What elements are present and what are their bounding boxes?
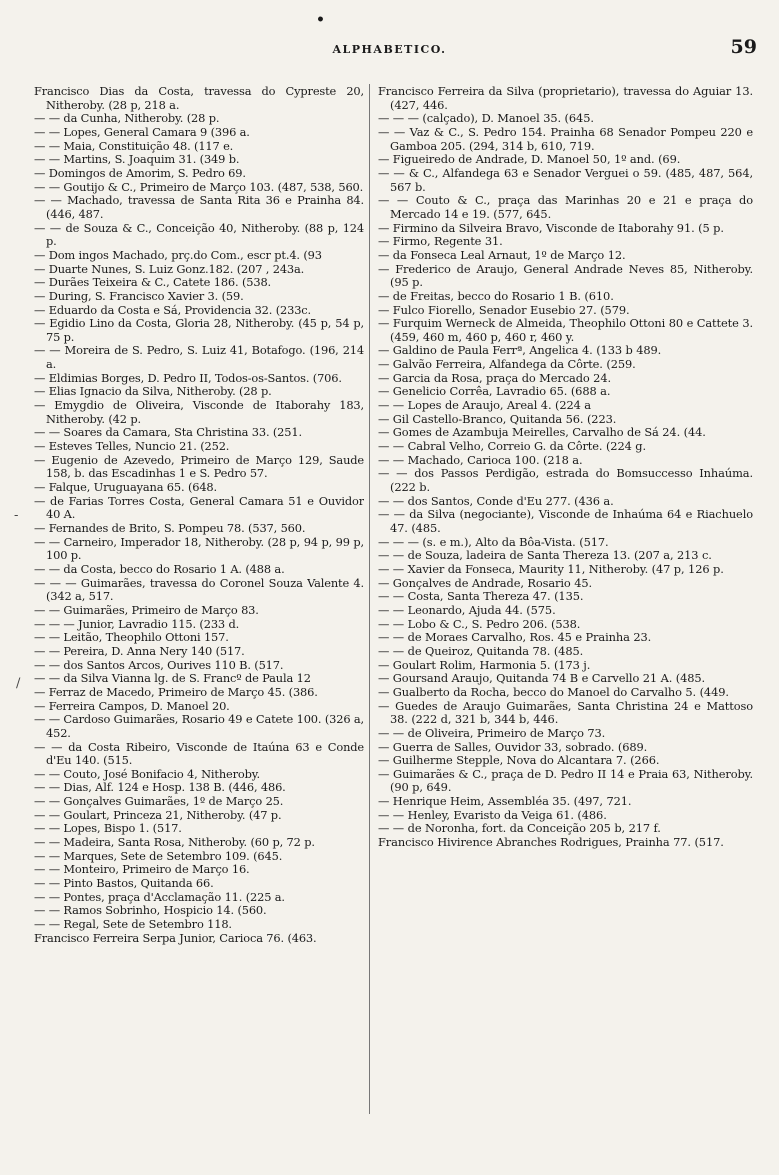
directory-entry: — Firmino da Silveira Bravo, Visconde de Itaborahy 91. (5 p. (378, 220, 724, 235)
directory-entry: — Durães Teixeira & C., Catete 186. (538. (34, 275, 272, 290)
directory-entry: — — da Costa, becco do Rosario 1 A. (488 a. (34, 561, 285, 576)
directory-entry: — — Leonardo, Ajuda 44. (575. (378, 602, 556, 617)
directory-entry: — Emygdio de Oliveira, Visconde de Itaborahy 183, Nitheroby. (42 p. (34, 398, 364, 426)
directory-entry: — — Cardoso Guimarães, Rosario 49 e Catete 100. (326 a, 452. (34, 712, 364, 740)
directory-entry: — Frederico de Araujo, General Andrade Neves 85, Nitheroby. (95 p. (378, 261, 753, 290)
directory-entry: — Esteves Telles, Nuncio 21. (252. (34, 439, 230, 454)
directory-entry: — — Guimarães, Primeiro de Março 83. (34, 602, 259, 617)
directory-entry: — Fulco Fiorello, Senador Eusebio 27. (579. (378, 302, 630, 317)
directory-entry: — — Lopes, General Camara 9 (396 a. (34, 124, 250, 139)
directory-entry: — Gonçalves de Andrade, Rosario 45. (378, 575, 593, 590)
directory-entry: — — — Junior, Lavradio 115. (233 d. (34, 616, 240, 631)
directory-entry: — Domingos de Amorim, S. Pedro 69. (34, 165, 246, 180)
directory-entry: — — Madeira, Santa Rosa, Nitheroby. (60 p, 72 p. (34, 835, 315, 850)
directory-entry: — — de Queiroz, Quitanda 78. (485. (378, 643, 584, 658)
directory-entry: — — Xavier da Fonseca, Maurity 11, Nitheroby. (47 p, 126 p. (378, 561, 724, 576)
directory-entry: — Guerra de Salles, Ouvidor 33, sobrado. (689. (378, 739, 648, 754)
directory-entry: — — — Guimarães, travessa do Coronel Souza Valente 4. (342 a, 517. (34, 575, 364, 604)
directory-entry: — Genelicio Corrêa, Lavradio 65. (688 a. (378, 384, 611, 399)
directory-entry: — — dos Passos Perdigão, estrada do Bomsuccesso Inhaúma. (222 b. (378, 466, 753, 495)
directory-entry: — — Marques, Sete de Setembro 109. (645. (34, 848, 283, 863)
directory-entry: — Gualberto da Rocha, becco do Manoel do Carvalho 5. (449. (378, 684, 729, 699)
directory-entry: Francisco Ferreira Serpa Junior, Carioca 76. (463. (34, 930, 317, 945)
directory-entry: — — Machado, Carioca 100. (218 a. (378, 452, 583, 467)
directory-entry: — — Ramos Sobrinho, Hospicio 14. (560. (34, 903, 267, 918)
directory-entry: — — Carneiro, Imperador 18, Nitheroby. (28 p, 94 p, 99 p, 100 p. (34, 534, 364, 563)
directory-entry: — Guilherme Stepple, Nova do Alcantara 7. (266. (378, 753, 660, 768)
running-header: ALPHABETICO. (332, 43, 447, 56)
directory-entry: — — Pereira, D. Anna Nery 140 (517. (34, 643, 245, 658)
directory-entry: — — Gonçalves Guimarães, 1º de Março 25. (34, 794, 284, 809)
directory-entry: Francisco Ferreira da Silva (proprietario), travessa do Aguiar 13. (427, 446. (378, 85, 753, 112)
directory-entry: — — dos Santos, Conde d'Eu 277. (436 a. (378, 493, 614, 508)
directory-entry: — — Machado, travessa de Santa Rita 36 e Prainha 84. (446, 487. (34, 193, 364, 221)
directory-entry: — Falque, Uruguayana 65. (648. (34, 480, 218, 495)
directory-entry: — — Costa, Santa Thereza 47. (135. (378, 589, 584, 604)
directory-entry: — — Moreira de S. Pedro, S. Luiz 41, Botafogo. (196, 214 a. (34, 343, 364, 372)
directory-entry: — — Regal, Sete de Setembro 118. (34, 917, 232, 932)
directory-entry: — During, S. Francisco Xavier 3. (59. (34, 288, 244, 303)
directory-entry: — Duarte Nunes, S. Luiz Gonz.182. (207 , 243a. (34, 261, 305, 276)
directory-entry: — Figueiredo de Andrade, D. Manoel 50, 1º and. (69. (378, 152, 681, 167)
directory-entry: — — de Souza, ladeira de Santa Thereza 13. (207 a, 213 c. (378, 548, 712, 563)
directory-entry: — — de Oliveira, Primeiro de Março 73. (378, 725, 606, 740)
directory-entry: — — Lopes de Araujo, Areal 4. (224 a (378, 398, 591, 413)
directory-entry: — — Goulart, Princeza 21, Nitheroby. (47 p. (34, 807, 282, 822)
directory-entry: — Eugenio de Azevedo, Primeiro de Março 129, Saude 158, b. das Escadinhas 1 e S. Pedro 57. (34, 452, 364, 481)
directory-entry: — de Freitas, becco do Rosario 1 B. (610. (378, 288, 614, 303)
left-column (34, 85, 364, 1165)
directory-entry: — Ferraz de Macedo, Primeiro de Março 45. (386. (34, 684, 318, 699)
directory-entry: — — Henley, Evaristo da Veiga 61. (486. (378, 807, 607, 822)
directory-entry: — Furquim Werneck de Almeida, Theophilo Ottoni 80 e Cattete 3. (459, 460 m, 460 p, 460 r, 460 y. (378, 316, 753, 344)
directory-entry: — Egidio Lino da Costa, Gloria 28, Nitheroby. (45 p, 54 p, 75 p. (34, 316, 364, 344)
directory-entry: — — Leitão, Theophilo Ottoni 157. (34, 630, 229, 645)
directory-entry: — — da Silva Vianna lg. de S. Francº de Paula 12 (34, 671, 311, 686)
directory-entry: — Gomes de Azambuja Meirelles, Carvalho de Sá 24. (44. (378, 425, 706, 440)
directory-entry: — — Cabral Velho, Correio G. da Côrte. (224 g. (378, 439, 646, 454)
margin-mark-2: / (16, 676, 21, 691)
directory-entry: — — Soares da Camara, Sta Christina 33. (251. (34, 425, 302, 440)
directory-entry: — Ferreira Campos, D. Manoel 20. (34, 698, 230, 713)
top-dot-mark: • (316, 12, 325, 28)
directory-entry: — Garcia da Rosa, praça do Mercado 24. (378, 370, 611, 385)
directory-entry: — Eduardo da Costa e Sá, Providencia 32. (233c. (34, 302, 311, 317)
directory-entry: — — Dias, Alf. 124 e Hosp. 138 B. (446, 486. (34, 780, 286, 795)
directory-entry: — — Maia, Constituição 48. (117 e. (34, 138, 234, 153)
directory-entry: — — da Costa Ribeiro, Visconde de Itaúna 63 e Conde d'Eu 140. (515. (34, 739, 364, 768)
directory-entry: — — dos Santos Arcos, Ourives 110 B. (517. (34, 657, 284, 672)
page-number: 59 (730, 36, 757, 58)
directory-entry: — — Vaz & C., S. Pedro 154. Prainha 68 Senador Pompeu 220 e Gamboa 205. (294, 314 b, 610, 719. (378, 124, 753, 153)
directory-entry: — — Goutijo & C., Primeiro de Março 103. (487, 538, 560. (34, 179, 364, 194)
directory-entry: Francisco Dias da Costa, travessa do Cypreste 20, Nitheroby. (28 p, 218 a. (34, 85, 364, 112)
directory-entry: — — — (s. e m.), Alto da Bôa-Vista. (517. (378, 534, 609, 549)
directory-entry: — Firmo, Regente 31. (378, 234, 503, 249)
directory-entry: — de Farias Torres Costa, General Camara 51 e Ouvidor 40 A. (34, 493, 364, 522)
directory-entry: — Galdino de Paula Ferrª, Angelica 4. (133 b 489. (378, 343, 662, 358)
directory-entry: — — Martins, S. Joaquim 31. (349 b. (34, 152, 240, 167)
margin-mark-1: - (14, 508, 19, 523)
directory-entry: — Guimarães & C., praça de D. Pedro II 14 e Praia 63, Nitheroby. (90 p, 649. (378, 766, 753, 795)
directory-entry: — Goursand Araujo, Quitanda 74 B e Carvello 21 A. (485. (378, 671, 706, 686)
directory-entry: — — Couto, José Bonifacio 4, Nitheroby. (34, 766, 260, 781)
directory-entry: — — da Silva (negociante), Visconde de Inhaúma 64 e Riachuelo 47. (485. (378, 507, 753, 535)
directory-entry: — — Lobo & C., S. Pedro 206. (538. (378, 616, 581, 631)
directory-entry: — — Lopes, Bispo 1. (517. (34, 821, 182, 836)
right-column (378, 85, 753, 1165)
directory-entry: — Gil Castello-Branco, Quitanda 56. (223. (378, 411, 617, 426)
directory-entry: — Fernandes de Brito, S. Pompeu 78. (537, 560. (34, 521, 306, 535)
directory-entry: — — Couto & C., praça das Marinhas 20 e 21 e praça do Mercado 14 e 19. (577, 645. (378, 193, 753, 221)
directory-entry: — — de Souza & C., Conceição 40, Nitheroby. (88 p, 124 p. (34, 220, 364, 249)
directory-entry: — — Pontes, praça d'Acclamação 11. (225 a. (34, 889, 285, 904)
directory-entry: — — de Noronha, fort. da Conceição 205 b, 217 f. (378, 821, 661, 836)
directory-entry: — Dom ingos Machado, prç.do Com., escr pt.4. (93 (34, 247, 322, 262)
directory-entry: — — da Cunha, Nitheroby. (28 p. (34, 111, 220, 126)
directory-entry: — Galvão Ferreira, Alfandega da Côrte. (259. (378, 357, 636, 372)
directory-entry: — — Monteiro, Primeiro de Março 16. (34, 862, 250, 877)
column-divider (369, 84, 370, 1114)
directory-entry: — — Pinto Bastos, Quitanda 66. (34, 876, 214, 891)
directory-entry: — da Fonseca Leal Arnaut, 1º de Março 12. (378, 247, 626, 262)
directory-entry: — — — (calçado), D. Manoel 35. (645. (378, 111, 594, 126)
directory-entry: — Henrique Heim, Assembléa 35. (497, 721. (378, 794, 632, 809)
directory-entry: — Eldimias Borges, D. Pedro II, Todos-os-Santos. (706. (34, 370, 342, 385)
directory-entry: — — & C., Alfandega 63 e Senador Verguei o 59. (485, 487, 564, 567 b. (378, 165, 753, 194)
directory-entry: — Elias Ignacio da Silva, Nitheroby. (28 p. (34, 384, 272, 399)
directory-entry: — — de Moraes Carvalho, Ros. 45 e Prainha 23. (378, 630, 652, 645)
directory-entry: Francisco Hivirence Abranches Rodrigues, Prainha 77. (517. (378, 835, 724, 850)
directory-entry: — Goulart Rolim, Harmonia 5. (173 j. (378, 657, 591, 672)
directory-entry: — Guedes de Araujo Guimarães, Santa Christina 24 e Mattoso 38. (222 d, 321 b, 344 b, 446. (378, 698, 753, 727)
